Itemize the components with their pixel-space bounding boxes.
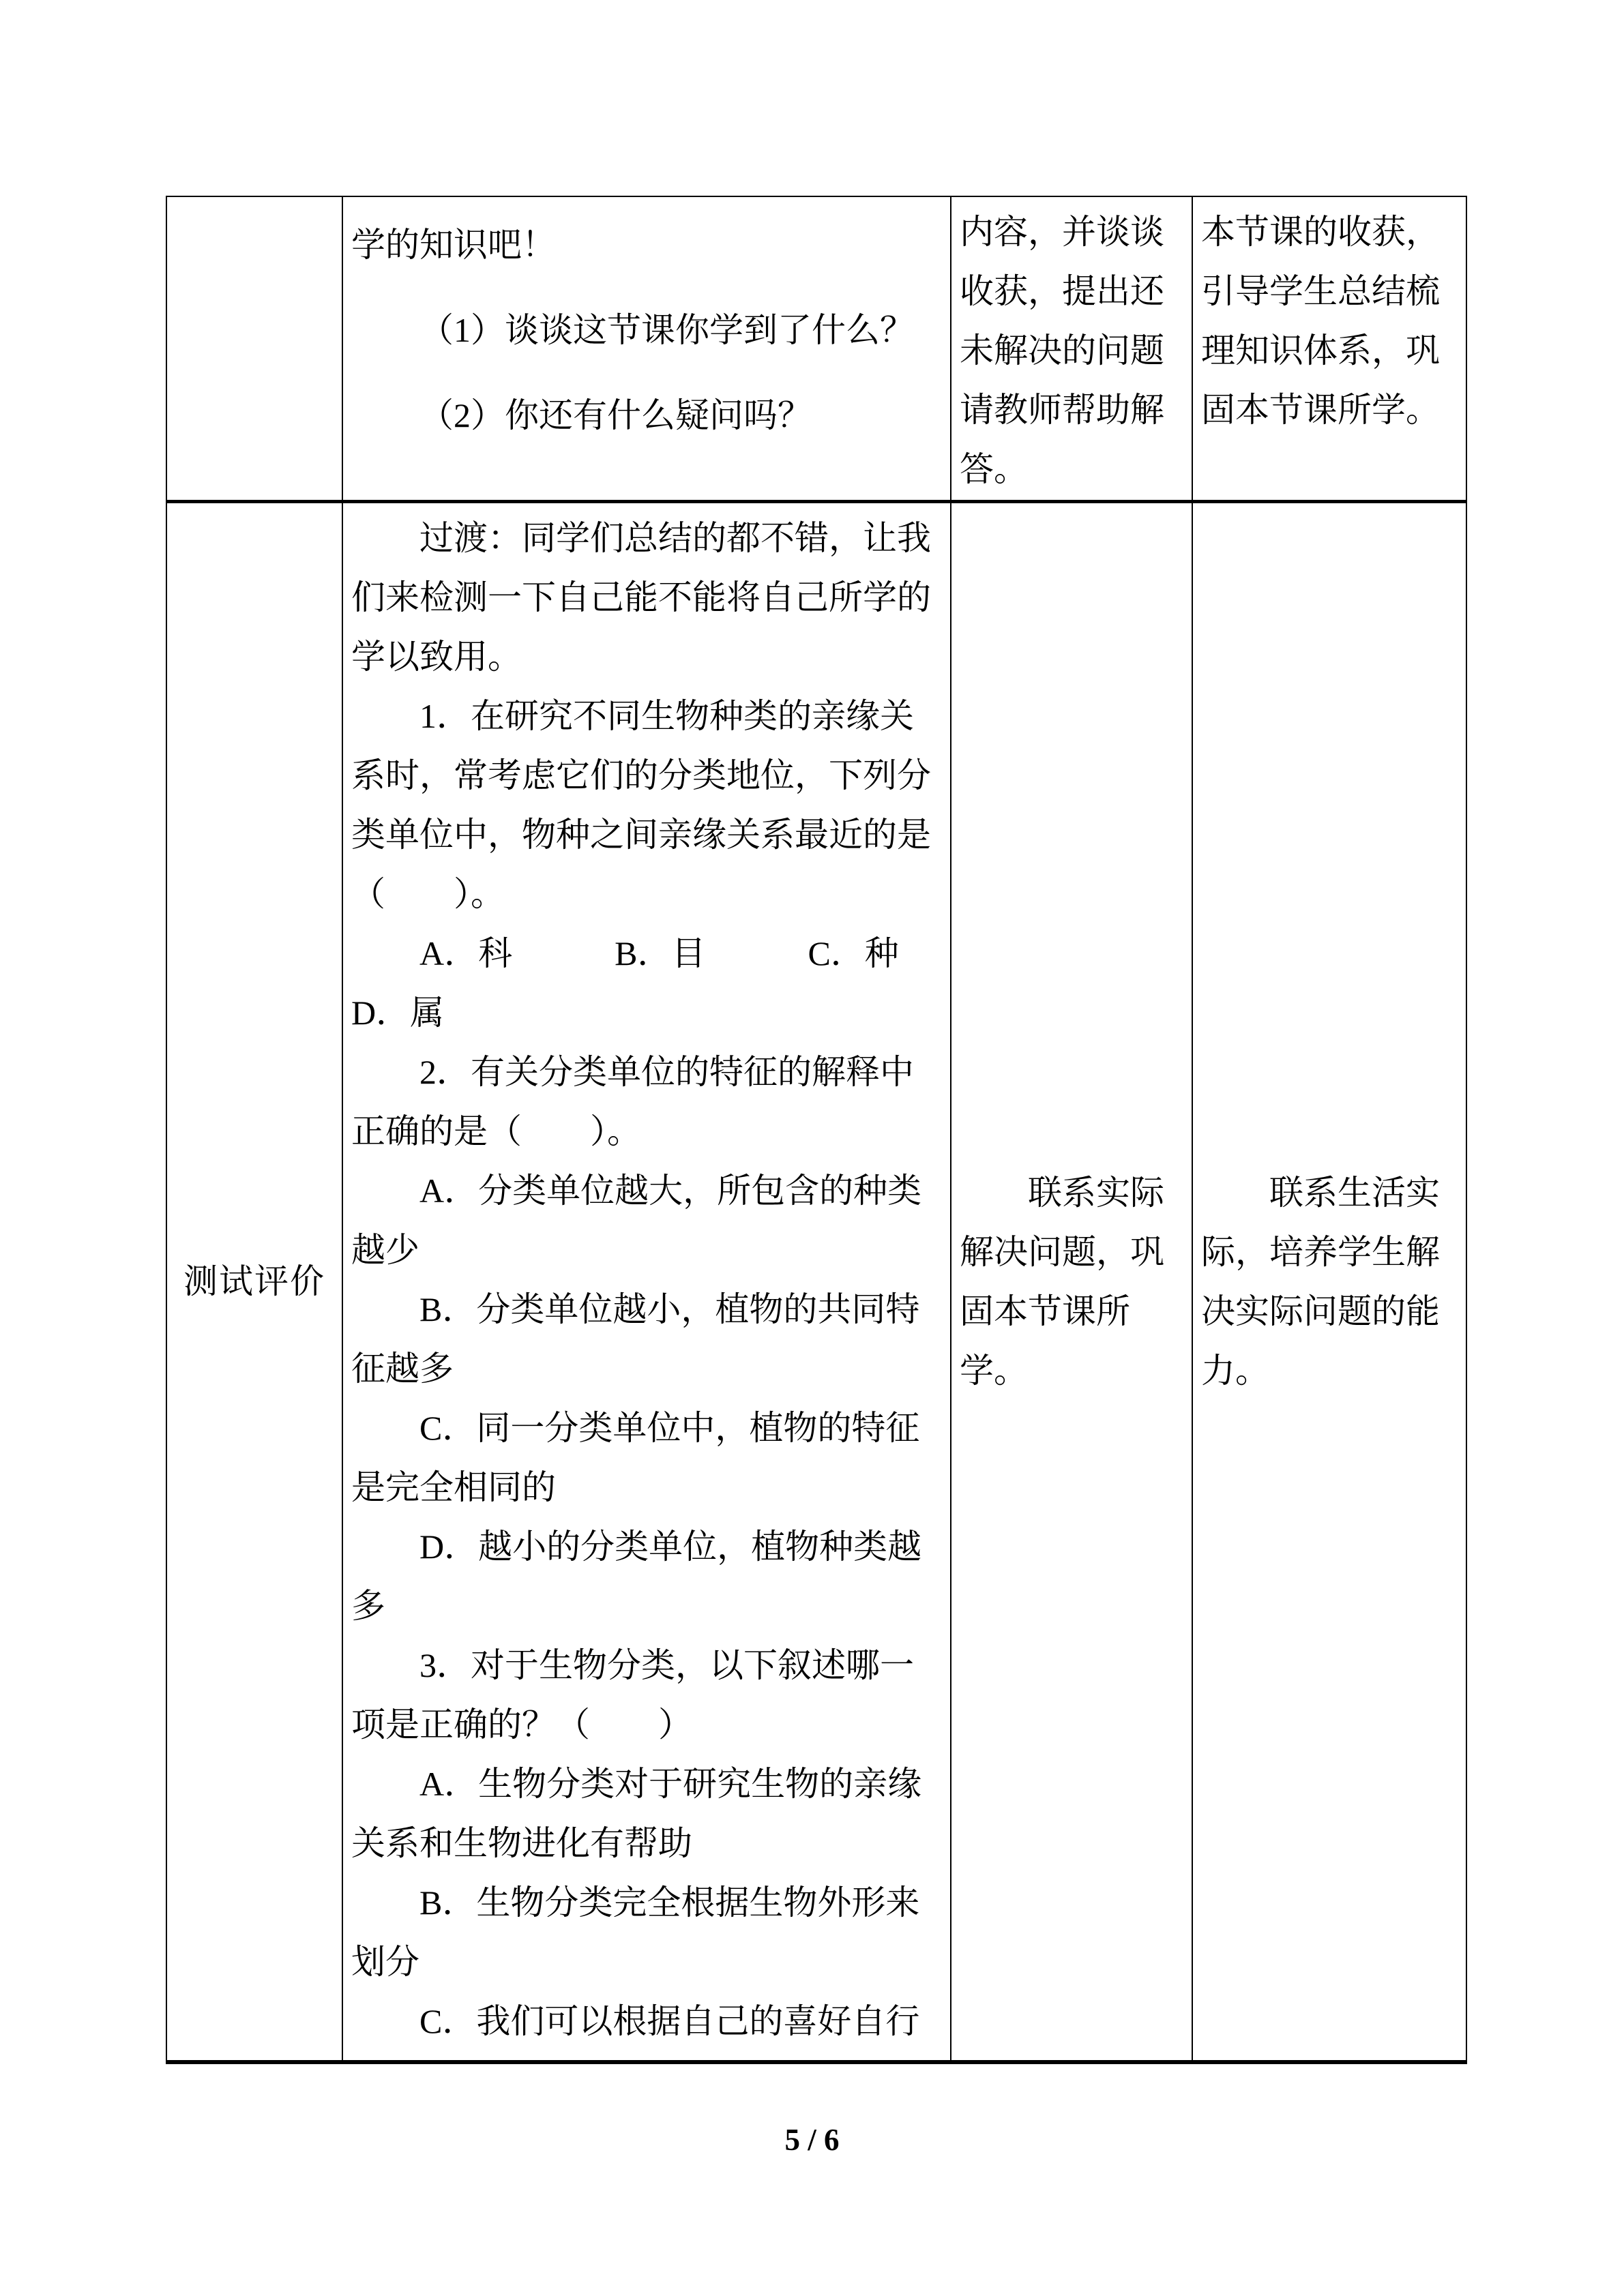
text-line: 征越多 [351,1350,454,1388]
text-line: 正确的是（ ）。 [351,1112,641,1150]
lesson-plan-table [166,196,1467,2064]
text-line: 力。 [1201,1351,1269,1390]
cell-r1-stage [167,197,343,503]
text-line: 学以致用。 [351,638,522,676]
text-line: （2）你还有什么疑问吗？ [419,396,812,434]
text-line: 过渡：同学们总结的都不错，让我 [419,519,931,557]
text-line: 越少 [351,1231,419,1269]
text-line: 系时，常考虑它们的分类地位，下列分 [351,756,931,794]
text-line: 引导学生总结梳 [1201,272,1440,310]
text-line: 学的知识吧！ [351,226,556,264]
text-line: 类单位中，物种之间亲缘关系最近的是 [351,816,931,854]
text-line: B．分类单位越小，植物的共同特 [419,1290,920,1328]
text-line: C．我们可以根据自己的喜好自行 [419,2002,920,2040]
cell-r1-teacher-activity [343,197,951,503]
stage-label: 测试评价 [183,1262,325,1300]
cell-r2-teacher-activity [343,503,951,2060]
text-line: B．生物分类完全根据生物外形来 [419,1883,920,1922]
text-line: 答。 [960,450,1028,488]
text-line: 联系生活实 [1269,1173,1440,1212]
cell-r1-design-intent [1193,197,1466,503]
text-line: 收获，提出还 [960,272,1164,310]
text-line: C．同一分类单位中，植物的特征 [419,1409,920,1447]
text-line: 学。 [960,1351,1028,1390]
text-line: 未解决的问题 [960,331,1164,370]
text-line: 际，培养学生解 [1201,1232,1440,1271]
cell-r1-student-activity [951,197,1193,503]
text-line: 解决问题，巩 [960,1232,1164,1271]
text-line: （ ）。 [351,875,505,913]
text-line: 2．有关分类单位的特征的解释中 [419,1053,914,1091]
text-line: 固本节课所学。 [1201,391,1440,429]
text-line: D．越小的分类单位，植物种类越 [419,1527,922,1566]
text-line: 多 [351,1587,385,1625]
text-line: （1）谈谈这节课你学到了什么？ [419,311,914,349]
text-line: A．生物分类对于研究生物的亲缘 [419,1765,922,1803]
text-line: 本节课的收获， [1201,213,1440,251]
text-line: 是完全相同的 [351,1468,556,1506]
cell-r2-stage [167,503,343,2060]
cell-r2-student-activity [951,503,1193,2060]
text-line: 联系实际 [1028,1173,1164,1212]
text-line: 理知识体系，巩 [1201,331,1440,370]
text-line: A．分类单位越大，所包含的种类 [419,1172,922,1210]
cell-r2-design-intent [1193,503,1466,2060]
text-line: 1．在研究不同生物种类的亲缘关 [419,697,914,735]
text-line: 们来检测一下自己能不能将自己所学的 [351,578,931,616]
text-line: 划分 [351,1943,419,1981]
text-line: A．科 B．目 C．种 [419,934,899,972]
text-line: 决实际问题的能 [1201,1292,1440,1330]
text-line: 固本节课所 [960,1292,1130,1330]
text-line: 内容，并谈谈 [960,213,1164,251]
text-line: D．属 [351,994,445,1032]
text-line: 关系和生物进化有帮助 [351,1824,692,1862]
text-line: 请教师帮助解 [960,391,1164,429]
text-line: 项是正确的？（ ） [351,1705,692,1744]
page-number: 5 / 6 [784,2123,840,2157]
text-line: 3．对于生物分类，以下叙述哪一 [419,1646,914,1684]
